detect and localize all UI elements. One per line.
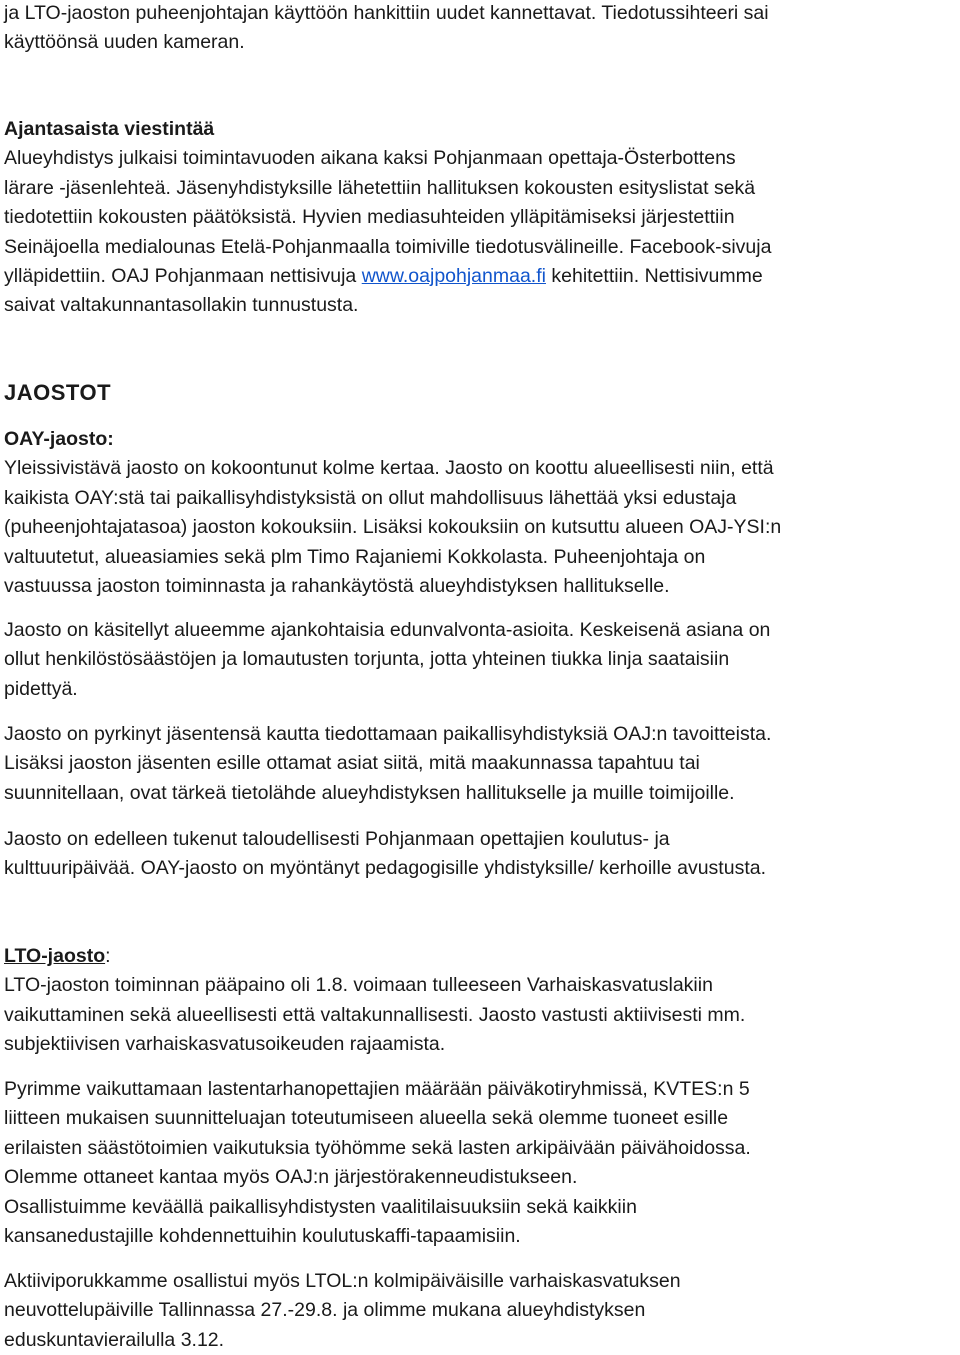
text-line: eduskuntavierailulla 3.12.: [4, 1328, 225, 1351]
lto-heading-colon: :: [105, 945, 111, 967]
text-line: lärare -jäsenlehteä. Jäsenyhdistyksille lähetettiin hallituksen kokousten esityslistat sekä: [4, 176, 756, 199]
oay-paragraph-3: [4, 720, 771, 808]
text-line: suunnitellaan, ovat tärkeä tietolähde alueyhdistyksen hallitukselle ja muille toimijoille.: [4, 781, 735, 804]
text-line: vaikuttaminen sekä alueellisesti että valtakunnallisesti. Jaosto vastusti aktiivisesti mm.: [4, 1003, 746, 1026]
text-line: erilaisten säästötoimien vaikutuksia työhömme sekä lasten arkipäivään päivähoidossa.: [4, 1136, 751, 1159]
text-line: LTO-jaoston toiminnan pääpaino oli 1.8. voimaan tulleeseen Varhaiskasvatuslakiin: [4, 974, 713, 997]
text-line: Jaosto on edelleen tukenut taloudellisesti Pohjanmaan opettajien koulutus- ja: [4, 828, 670, 850]
lto-heading-text: LTO-jaosto: [4, 945, 106, 967]
text-line: Yleissivistävä jaosto on kokoontunut kolme kertaa. Jaosto on koottu alueellisesti niin, että: [4, 457, 774, 480]
text-line: Olemme ottaneet kantaa myös OAJ:n järjestörakenneudistukseen.: [4, 1166, 578, 1189]
text-line: vastuussa jaoston toiminnasta ja rahankäytöstä alueyhdistyksen hallitukselle.: [4, 575, 670, 598]
text-line: Pyrimme vaikuttamaan lastentarhanopettajien määrään päiväkotiryhmissä, KVTES:n 5: [4, 1078, 750, 1100]
oay-heading: OAY-jaosto:: [4, 428, 114, 450]
intro-paragraph: [4, 0, 769, 58]
lto-heading: [4, 942, 745, 971]
text-line: kansanedustajille kohdennettuihin koulutuskaffi-tapaamisiin.: [4, 1225, 521, 1248]
text-line: [4, 262, 771, 291]
lto-paragraph-1: [4, 971, 745, 1059]
jaostot-section: [4, 378, 111, 408]
text-line: Seinäjoella medialounas Etelä-Pohjanmaalla toimiville tiedotusvälineille. Facebook-sivuja: [4, 235, 772, 258]
oay-paragraph-4: [4, 825, 766, 884]
text-segment: ylläpidettiin. OAJ Pohjanmaan nettisivuja: [4, 265, 362, 288]
text-line: Jaosto on pyrkinyt jäsentensä kautta tiedottamaan paikallisyhdistyksiä OAJ:n tavoitteista.: [4, 723, 772, 745]
text-line: Osallistuimme keväällä paikallisyhdistysten vaalitilaisuuksiin sekä kaikkiin: [4, 1195, 637, 1218]
lto-paragraph-3: [4, 1267, 681, 1355]
text-line: kulttuuripäivää. OAY-jaosto on myöntänyt pedagogisille yhdistyksille/ kerhoille avustusta.: [4, 857, 766, 880]
text-line: subjektiivisen varhaiskasvatusoikeuden rajaamista.: [4, 1033, 446, 1056]
text-line: Aktiiviporukkamme osallistui myös LTOL:n kolmipäiväisille varhaiskasvatuksen: [4, 1270, 681, 1292]
text-line: neuvottelupäiville Tallinnassa 27.-29.8. ja olimme mukana alueyhdistyksen: [4, 1299, 646, 1322]
communications-heading: Ajantasaista viestintää: [4, 118, 215, 140]
text-line: ollut henkilöstösäästöjen ja lomautusten torjunta, jotta yhteinen tiukka linja saataisiin: [4, 648, 730, 671]
text-line: valtuutetut, alueasiamies sekä plm Timo Rajaniemi Kokkolasta. Puheenjohtaja on: [4, 545, 706, 568]
text-line: liitteen mukaisen suunnitteluajan toteutumiseen alueella sekä olemme tuoneet esille: [4, 1107, 729, 1130]
text-line: (puheenjohtajatasoa) jaoston kokouksiin. Lisäksi kokouksiin on kutsuttu alueen OAJ-YSI:n: [4, 516, 782, 539]
jaostot-heading: JAOSTOT: [4, 380, 112, 405]
lto-paragraph-2: [4, 1075, 751, 1251]
oay-paragraph-2: [4, 616, 770, 704]
text-line: Jaosto on käsitellyt alueemme ajankohtaisia edunvalvonta-asioita. Keskeisenä asiana on: [4, 619, 771, 641]
oay-section: [4, 425, 781, 601]
text-segment: kehitettiin. Nettisivumme: [545, 265, 763, 288]
text-line: kaikista OAY:stä tai paikallisyhdistyksistä on ollut mahdollisuus lähettää yksi edustaja: [4, 486, 737, 509]
communications-section: [4, 115, 771, 321]
oay-paragraph-1: [4, 454, 781, 601]
oaj-pohjanmaa-link[interactable]: www.oajpohjanmaa.fi: [361, 265, 546, 288]
text-line: Lisäksi jaoston jäsenten esille ottamat asiat siitä, mitä maakunnassa tapahtuu tai: [4, 752, 700, 775]
lto-section: [4, 942, 745, 1060]
text-line: ja LTO-jaoston puheenjohtajan käyttöön hankittiin uudet kannettavat. Tiedotussihteeri sai: [4, 2, 769, 24]
text-line: käyttöönsä uuden kameran.: [4, 31, 245, 54]
text-line: saivat valtakunnantasollakin tunnustusta.: [4, 294, 359, 317]
communications-paragraph: [4, 144, 771, 320]
text-line: pidettyä.: [4, 677, 78, 700]
text-line: Alueyhdistys julkaisi toimintavuoden aikana kaksi Pohjanmaan opettaja-Österbottens: [4, 147, 736, 170]
text-line: tiedotettiin kokousten päätöksistä. Hyvien mediasuhteiden ylläpitämiseksi järjestettiin: [4, 206, 735, 229]
